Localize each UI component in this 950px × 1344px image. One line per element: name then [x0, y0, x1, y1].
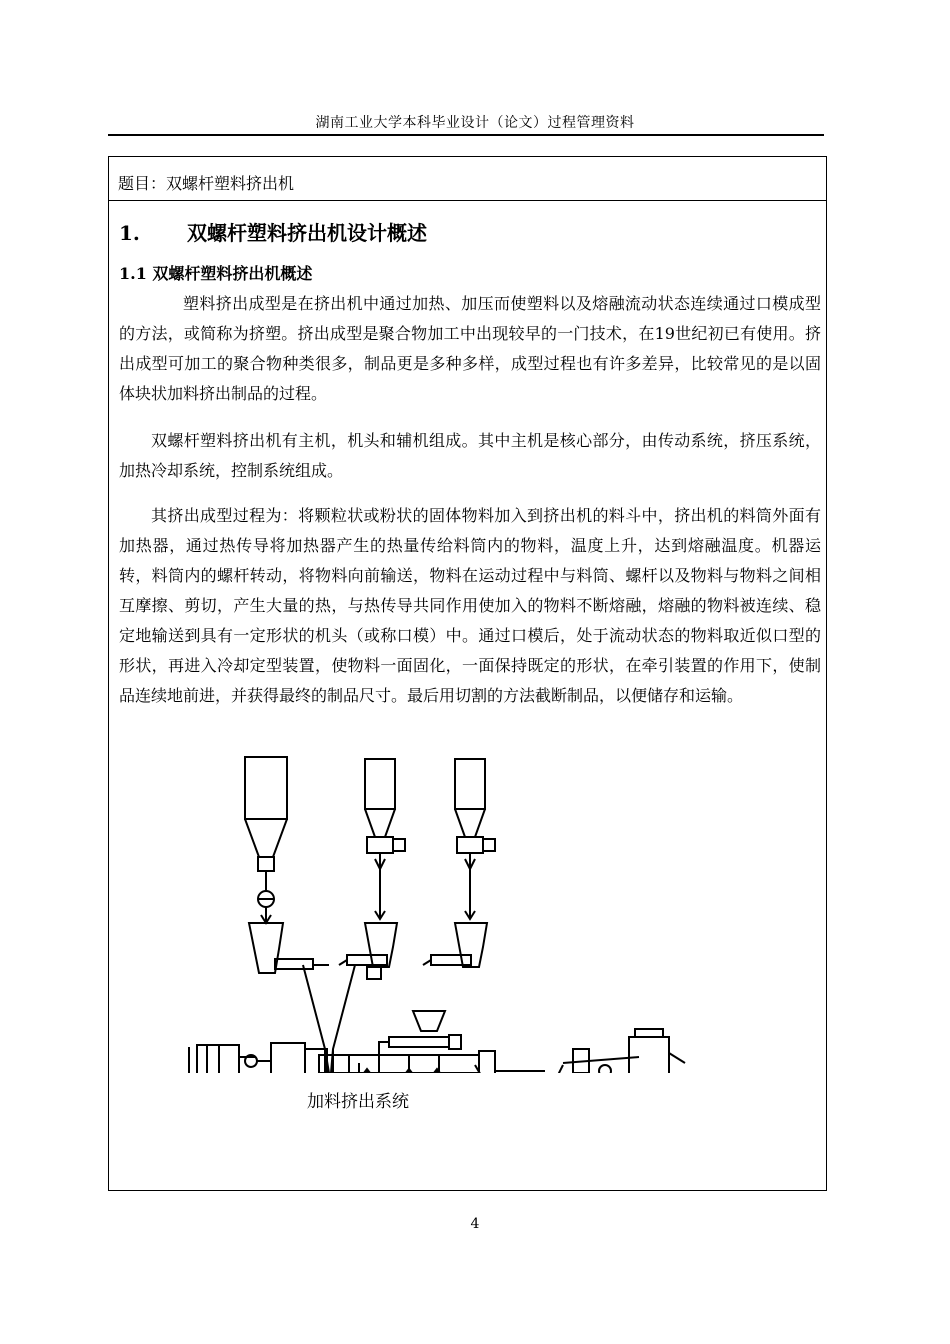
side-feeder-icon [379, 1011, 461, 1073]
subsection-heading: 1.1 双螺杆塑料挤出机概述 [119, 264, 313, 283]
section-heading [119, 217, 427, 246]
header-rule [108, 134, 824, 136]
page-header: 湖南工业大学本科毕业设计（论文）过程管理资料 [315, 115, 635, 131]
haul-off-icon [563, 1049, 639, 1073]
motor-icon [197, 1045, 271, 1073]
hopper-2-icon [365, 759, 405, 919]
extruder-barrel-icon [319, 1051, 495, 1073]
topic-title: 题目：双螺杆塑料挤出机 [109, 157, 826, 201]
cooling-tank-icon [475, 1065, 563, 1073]
page-number: 4 [470, 1216, 480, 1232]
extrusion-system-diagram [179, 753, 739, 1073]
figure-caption: 加料挤出系统 [307, 1092, 409, 1112]
y-funnel-icon [303, 965, 355, 1073]
section-title: 双螺杆塑料挤出机设计概述 [187, 221, 427, 245]
content-frame [108, 156, 827, 1191]
cutter-icon [629, 1029, 685, 1073]
feeder-1-icon [249, 923, 329, 973]
section-number: 1. [119, 221, 140, 245]
hopper-1-icon [245, 757, 287, 923]
paragraph-3: 其挤出成型过程为：将颗粒状或粉状的固体物料加入到挤出机的料斗中，挤出机的料筒外面有加热器，通过热传导将加热器产生的热量传给料筒内的物料，温度上升，达到熔融温度。机器运转，料筒内的螺杆转动，将物料向前输送，物料在运动过程中与料筒、螺杆以及物料与物料之间相互摩擦、剪切，产生大量的热，与热传导共同作用使加入的物料不断熔融，熔融的物料被连续、稳定地输送到具有一定形状的机头（或称口模）中。通过口模后，处于流动状态的物料取近似口型的形状，再进入冷却定型装置，使物料一面固化，一面保持既定的形状，在牵引装置的作用下，使制品连续地前进，并获得最终的制品尺寸。最后用切割的方法截断制品，以便储存和运输。 [119, 506, 821, 705]
feeder-3-icon [423, 923, 487, 967]
paragraph-2: 双螺杆塑料挤出机有主机，机头和辅机组成。其中主机是核心部分，由传动系统，挤压系统，加热冷却系统，控制系统组成。 [119, 431, 821, 480]
feeder-2-icon [339, 923, 397, 979]
paragraph-1: 塑料挤出成型是在挤出机中通过加热、加压而使塑料以及熔融流动状态连续通过口模成型的方法，或简称为挤塑。挤出成型是聚合物加工中出现较早的一门技术，在19世纪初已有使用。挤出成型可加工的聚合物种类很多，制品更是多种多样，成型过程也有许多差异，比较常见的是以固体块状加料挤出制品的过程。 [119, 294, 821, 403]
hopper-3-icon [455, 759, 495, 919]
